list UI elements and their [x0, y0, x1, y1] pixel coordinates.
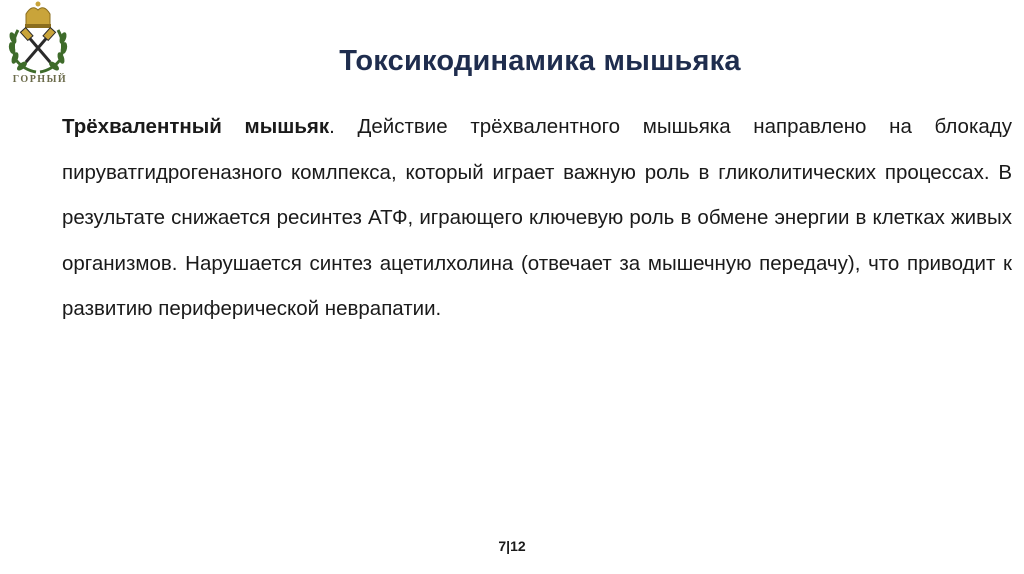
logo-text: ГОРНЫЙ: [12, 74, 68, 85]
slide-title: Токсикодинамика мышьяка: [339, 45, 741, 77]
term-label: Трёхвалентный мышьяк: [62, 115, 330, 138]
page-number: 7|12: [498, 538, 526, 554]
slide-body: [62, 104, 1012, 332]
body-paragraph: . Действие трёхвалентного мышьяка направлено на блокаду пируватгидрогеназного комлпекса, который играет важную роль в гликолитических процессах. В результате снижается ресинтез АТФ, играющего ключевую роль в обмене энергии в клетках живых организмов. Нарушается синтез ацетилхолина (отвечает за мышечную передачу), что приводит к развитию периферической неврапатии.: [62, 115, 1012, 320]
